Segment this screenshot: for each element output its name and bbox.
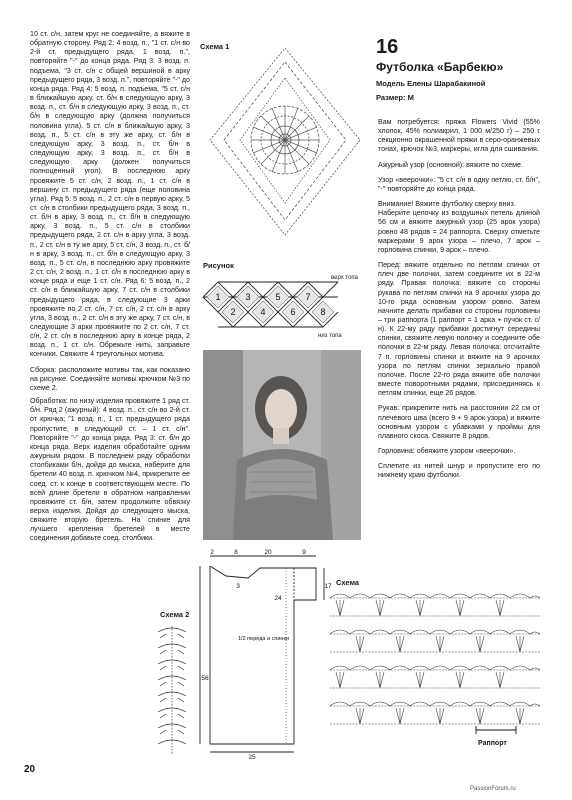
scheme1-label: Схема 1	[200, 42, 230, 51]
instructions-left-column	[30, 30, 190, 544]
main-scheme-chart	[326, 588, 544, 738]
instructions-paragraph: 10 ст. с/н, затем круг не соединяйте, а вяжите в обратную сторону. Ряд 2: 4 возд. п., "1 ст. с/н во 2-й ст. предыдущего ряда, 1 возд. п.", повторяйте "-" до конца ряда. Ряд 3: 3 возд. п. подъема, "3 ст. с/н с общей вершиной в арку предыдущего ряда, 3 возд. п.", повторяйте "-" до конца ряда. Ряд 4: 5 возд. п. подъема, "5 ст. с/н в ближайшую арку, ст. б/н в следующую арку, 3 возд. п., ст. б/н в следующую арку, 3 возд. п., ст. б/н в следующую арку (должна получиться половина угла). 5 ст. с/н в ближайшую арку, 3 возд. п., 5 ст. с/н в эту же арку, ст. б/н в следующую арку, 3 возд. п., ст. б/н в следующую арку, 3 возд. п., ст. б/н в следующую арку (должен получиться полноценный угол). В последнюю арку провяжите 5 ст. с/н, 2 возд. п., 1 ст. с/н в вершину ст. предыдущего ряда (еще половина угла). Ряд 5: 5 возд. п., 2 ст. с/н в первую арку, 5 ст. с/н в столбики предыдущего ряда, 3 возд. п., ст. б/н в арку, 3 возд. п., ст. б/н в следующую арку, 3 возд. п., 5 ст. с/н в столбики предыдущего ряда, 2 ст. с/н в арку угла, 3 возд. п., 2 ст. с/н в ту же арку, 5 ст. с/н, 3 возд. п., ст. б/н в арку, 3 возд. п., ст. б/н в следующую арку, 3 возд. п., 5 ст. с/н, в последнюю арку провяжите 2 ст. с/н, 2 возд. п., 1 ст. с/н в последнюю арку в конце ряда и еще 1 ст. с/н. Ряд 6: 5 возд. п., 2 ст. с/н в ближайшую арку, 7 ст. с/н в столбики предыдущего ряда, в следующие 3 арки провяжите по 2 ст. с/н, 7 ст. с/н, 2 ст. с/н в арку угла, 3 возд. п., 2 ст. с/н в эту же арку, 7 ст. с/н, в следующие 3 арки провяжите по 2 ст. с/н, 7 ст. с/н, 2 ст. с/н в последнюю арку в конце ряда, 2 возд. п., 1 ст. с/н. Обрежьте нить, заправьте кончики. Свяжите 4 треугольных мотива.	[30, 30, 190, 359]
figure-num: 7	[305, 292, 311, 302]
neckline-paragraph: Горловина: обвяжите узором «веерочки».	[378, 447, 516, 455]
page-number: 20	[24, 764, 36, 775]
scheme1-motif	[200, 40, 370, 245]
dim-label: 3	[236, 583, 240, 590]
model-author: Модель Елены Шарабакиной	[376, 79, 486, 88]
figure-num: 1	[215, 292, 221, 302]
dim-label: 56	[201, 675, 209, 682]
scheme2-label: Схема 2	[160, 610, 190, 619]
front-paragraph: Перед: вяжите отдельно по петлям спинки от плеч две полочки, затем соедините их в 22-м ряду. Правая полочка: вяжите со стороны рукава по петлям спинки на 9 арочках узора до 10-го ряда основным узором ровно. Затем начните делать прибавки со стороны горловины – три раппорта (1 раппорт = 1 арка + пучок ст. с/н). К 22-му ряду прибавки достигнут середины спинки, свяжите левую полочку и соедините обе полочки в 22-м ряду. Левая полочка: отсчитайте 7 п. горловины спинки и вяжите на 9 арочках узора по петлям спинки зеркально правой полочке. После 22-го ряда вяжите обе полочки вместе поворотными рядами, присоединяясь к петлям спинки, еще 26 рядов.	[378, 261, 540, 398]
dim-label: 2	[210, 549, 214, 556]
rapport-label: Раппорт	[478, 740, 507, 747]
assembly-figure	[203, 282, 343, 332]
cord-paragraph: Сплетите из нитей шнур и пропустите его по нижнему краю футболки.	[378, 462, 540, 480]
model-photo	[203, 350, 361, 540]
watermark: PassionForum.ru	[470, 786, 516, 792]
bottom-label: низ топа	[318, 333, 342, 339]
size-line	[376, 93, 414, 102]
figure-num: 2	[230, 307, 236, 317]
dim-label: 17	[324, 583, 332, 590]
figure-num: 3	[245, 292, 251, 302]
pattern-number: 16	[376, 36, 399, 58]
dim-label: 8	[234, 549, 238, 556]
dim-label: 20	[264, 549, 272, 556]
size-value: М	[407, 93, 414, 102]
instructions-right-column	[378, 118, 540, 480]
fan-pattern-paragraph: Узор «веерочки»: "5 ст. с/н в одну петлю, ст. б/н", "-" повторяйте до конца ряда.	[378, 175, 540, 193]
page-title: Футболка «Барбекю»	[376, 60, 504, 74]
dim-label: 25	[248, 754, 256, 761]
figure-num: 5	[275, 292, 281, 302]
model-photo-illustration	[203, 350, 361, 540]
figure-num: 4	[260, 307, 266, 317]
size-label: Размер:	[376, 93, 406, 102]
finishing-paragraph: Обработка: по низу изделия провяжите 1 ряд ст. б/н. Ряд 2 (ажурный): 4 возд. п., ст. с/н во 2-й ст. от крючка; "1 возд. п., 1 ст. предыдущего ряда пропустите, в следующий ст. – 1 ст. с/н". Повторяйте "-" до конца ряда. Ряд 3: ст. б/н до конца ряда. Верх изделия обработайте одним ажурным рядом. В последнем ряду обработки столбиками б/н, дойдя до мыска, наберите для бретели 40 возд. п. крючком №4, прикрепите ее соед. ст. к конце в соответствующем месте. По всей длине бретели в обратном направлении провяжите ст. б/н, затем продолжите обвязку верха изделия. Дойдя до следующего мыска, свяжите вторую бретель. На спинке для лучшего крепления бретелей в месте соединения добавьте соед. столбики.	[30, 397, 190, 543]
assembly-paragraph: Сборка: расположите мотивы так, как показано на рисунке. Соединяйте мотивы крючком №3 по схеме 2.	[30, 365, 190, 392]
figure-num: 6	[290, 307, 296, 317]
start-paragraph: Наберите цепочку из воздушных петель длиной 56 см и вяжите ажурный узор (25 арок узора) ровно 48 рядов = 24 раппорта. Сверху отметьте маркерами 9 арок узора – плечо, 7 арок – горловина спинки, 9 арок – плечо.	[378, 209, 540, 254]
materials-paragraph: Вам потребуется: пряжа Flowers Vivid (55% хлопок, 45% полиакрил, 1 000 м/250 г) – 250 г секционно окрашенной пряжи в серо-оранжевых тонах, крючок №3, маркеры, игла для сшивания.	[378, 118, 540, 154]
half-front-back-label: 1/2 переда и спинки	[238, 636, 289, 642]
sleeve-paragraph: Рукав: прикрепите нить на расстоянии 22 см от плечевого шва (всего 9 + 9 арок узора) и вяжите основным узором с убавками у проймы для плавного скоса. Свяжите 8 рядов.	[378, 404, 540, 440]
scheme-label: Схема	[336, 578, 360, 587]
openwork-paragraph: Ажурный узор (основной): вяжите по схеме.	[378, 160, 523, 169]
scheme2-chart	[152, 624, 192, 756]
dim-label: 24	[274, 595, 282, 602]
figure-num: 8	[320, 307, 326, 317]
figure-label: Рисунок	[203, 261, 234, 270]
attention-paragraph: Внимание! Вяжите футболку сверху вниз.	[378, 200, 516, 209]
garment-pattern	[198, 548, 330, 760]
dim-label: 9	[302, 549, 306, 556]
top-label: верх топа	[331, 275, 358, 281]
